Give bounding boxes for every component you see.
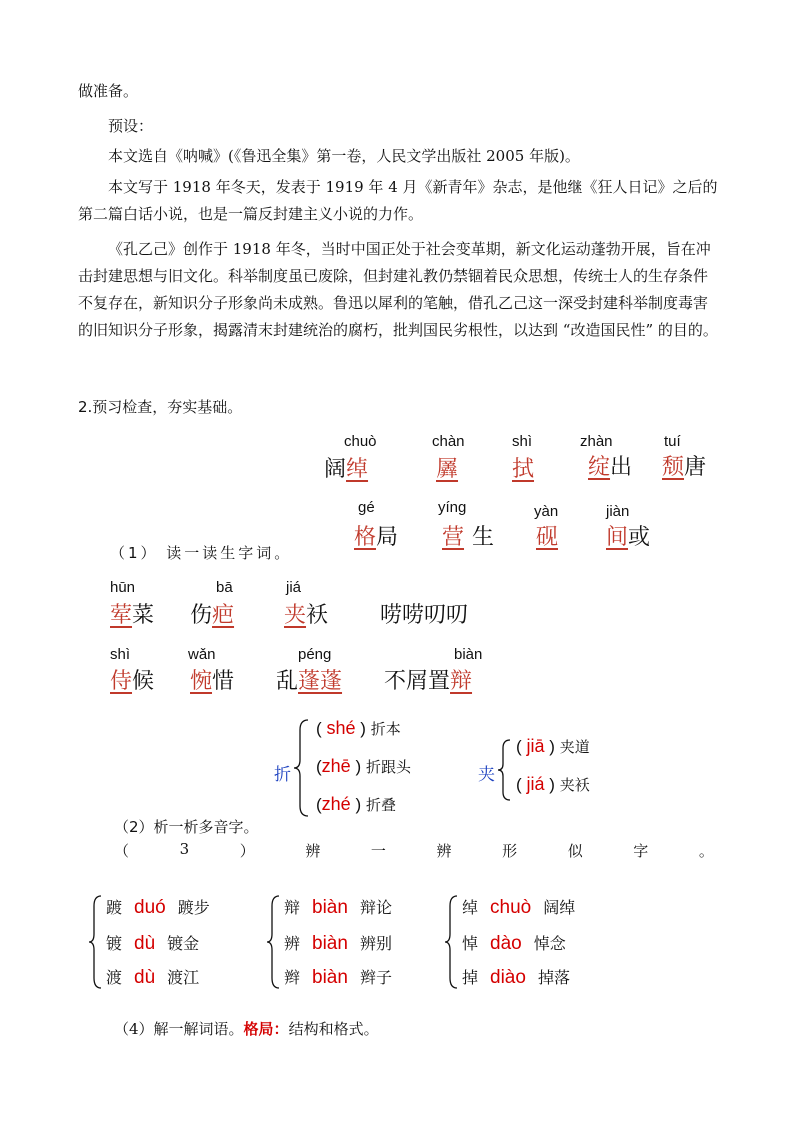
group-row: 踱 duó 踱步 [106,897,210,918]
pinyin: shì [512,433,533,450]
poly-item: ( shé ) 折本 [316,718,401,738]
pinyin: chuò [344,433,377,450]
pinyin: hūn [110,579,136,596]
group-row: 辩 biàn 辩论 [284,897,392,918]
pinyin: shì [110,646,131,663]
pinyin: tuí [664,433,681,450]
section-2-title: 2.预习检查，夯实基础。 [78,398,243,416]
sub-3-title: （ 3 ） 辨 一 辨 形 似 字 。 [114,840,714,860]
pinyin: péng [298,646,332,663]
brace-icon [88,894,104,990]
poly-char-zhe: 折 [274,765,291,785]
group-row: 镀 dù 镀金 [106,933,200,954]
poly-char-jia: 夹 [478,765,495,785]
pinyin: bā [216,579,233,596]
brace-icon [444,894,460,990]
word-chan: 羼 [436,457,459,482]
pinyin: gé [358,499,375,516]
pinyin: chàn [432,433,465,450]
preset-label: 预设： [108,117,154,135]
word-luanpengpeng: 乱蓬蓬 [276,669,343,694]
sub-1-title: （1） 读一读生字词。 [110,544,293,562]
word-wanxi: 惋惜 [190,669,235,694]
word-laolaodaodao: 唠唠叨叨 [380,603,469,628]
word-shi: 拭 [512,457,535,482]
group-row: 辨 biàn 辨别 [284,933,392,954]
brace-icon [496,738,514,802]
para-publication: 本文写于 1918 年冬天，发表于 1919 年 4 月《新青年》杂志，是他继《狂人日记》之后的第二篇白话小说，也是一篇反封建主义小说的力作。 [78,178,718,223]
pinyin: jiá [286,579,302,596]
word-jianhuo: 间或 [606,525,651,550]
word-jiaao: 夹袄 [284,603,329,628]
word-zhanchu: 绽出 [588,455,633,480]
pinyin: yíng [438,499,467,516]
sub-4-title: （4）解一解词语。格局：结构和格式。 [114,1020,379,1038]
word-tuitang: 颓唐 [662,455,707,480]
para-source: 本文选自《呐喊》(《鲁迅全集》第一卷，人民文学出版社 2005 年版)。 [108,147,580,165]
pinyin: biàn [454,646,483,663]
word-geju: 格局 [354,525,399,550]
pinyin: zhàn [580,433,613,450]
poly-item: (zhé ) 折叠 [316,794,396,814]
poly-item: ( jiá ) 夹袄 [516,774,590,794]
pinyin: yàn [534,503,559,520]
group-row: 渡 dù 渡江 [106,967,200,988]
word-yan: 砚 [536,525,559,550]
group-row: 悼 dào 悼念 [462,933,566,954]
pinyin: wǎn [188,646,216,663]
group-row: 掉 diào 掉落 [462,967,570,988]
poly-item: (zhē ) 折跟头 [316,756,411,776]
group-row: 绰 chuò 阔绰 [462,897,576,918]
para-background: 《孔乙己》创作于 1918 年冬，当时中国正处于社会变革期，新文化运动蓬勃开展，旨在冲击封建思想与旧文化。科举制度虽已废除，但封建礼教仍禁锢着民众思想，传统士人的生存条件不复存在，新知识分子形象尚未成熟。鲁迅以犀利的笔触，借孔乙己这一深受封建科举制度毒害的旧知识分子形象，揭露清末封建统治的腐朽，批判国民劣根性，以达到 “改造国民性” 的目的。 [78,240,718,339]
poly-item: ( jiā ) 夹道 [516,736,590,756]
word-kuochuo: 阔绰 [324,457,369,482]
sub-2-title: （2）析一析多音字。 [114,818,259,836]
pinyin: jiàn [606,503,630,520]
word-huncai: 荤菜 [110,603,155,628]
line-intro: 做准备。 [78,82,139,100]
word-buxiezhibian: 不屑置辩 [384,669,473,694]
brace-icon [292,718,312,818]
word-yingsheng: 营 生 [442,525,495,550]
word-shangba: 伤疤 [190,603,235,628]
brace-icon [266,894,282,990]
word-shihou: 侍候 [110,669,155,694]
group-row: 辫 biàn 辫子 [284,967,392,988]
